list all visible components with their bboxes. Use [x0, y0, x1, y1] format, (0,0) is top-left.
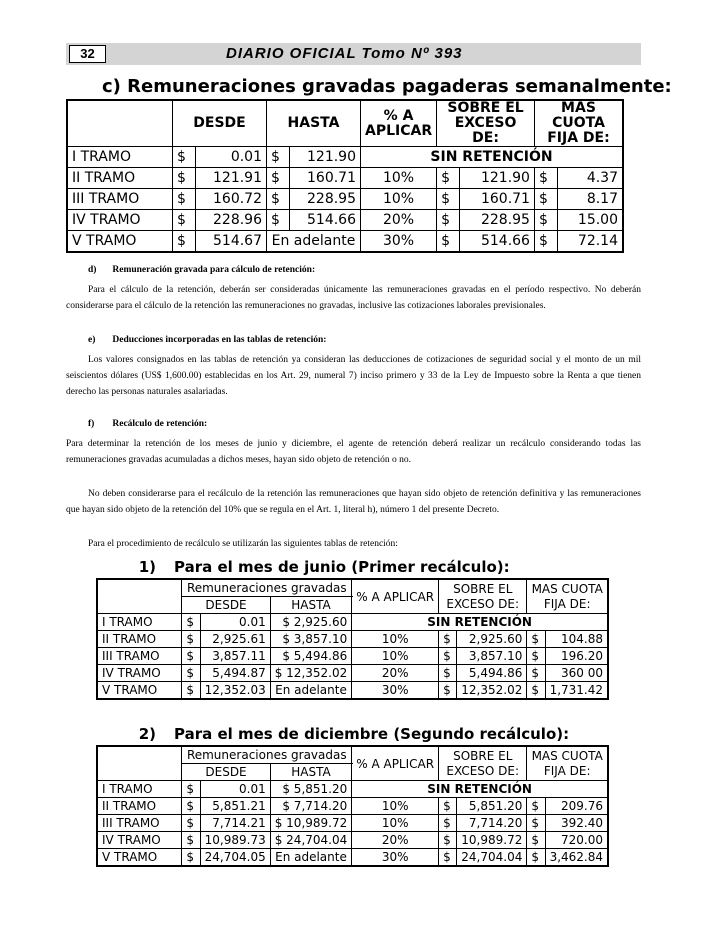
col-exceso: SOBRE EL EXCESO DE: [437, 100, 535, 147]
table-row: II TRAMO $ 5,851.21 $ 7,714.20 10% $ 5,851.20 $ 209.76 [97, 798, 608, 815]
section-d-letter: d) [88, 265, 97, 275]
table-1-number: 1) [138, 558, 156, 576]
table-2-title: Para el mes de diciembre (Segundo recálculo): [174, 725, 570, 743]
table-2-number: 2) [138, 725, 156, 743]
table-row: I TRAMO $ 0.01 $ 5,851.20 SIN RETENCIÓN [97, 781, 608, 798]
table-row: II TRAMO $ 2,925.61 $ 3,857.10 10% $ 2,925.60 $ 104.88 [97, 631, 608, 648]
table-row: II TRAMO $ 121.91 $ 160.71 10% $ 121.90 $ 4.37 [67, 168, 623, 189]
section-f-text1: Para determinar la retención de los meses de junio y diciembre, el agente de retención deberá realizar un recálculo considerando todas las remuneraciones gravadas acumuladas a dichos meses, hayan sido objeto de retención o no. [66, 439, 641, 465]
section-e-heading: Deducciones incorporadas en las tablas de retención: [112, 335, 327, 345]
table-row: I TRAMO $ 0.01 $ 2,925.60 SIN RETENCIÓN [97, 614, 608, 631]
section-f-letter: f) [88, 419, 95, 429]
section-f-text3: Para el procedimiento de recálculo se utilizarán las siguientes tablas de retención: [88, 539, 398, 549]
col-cuota: MAS CUOTA FIJA DE: [527, 746, 608, 781]
col-exceso: SOBRE EL EXCESO DE: [439, 746, 527, 781]
table-row: III TRAMO $ 3,857.11 $ 5,494.86 10% $ 3,857.10 $ 196.20 [97, 648, 608, 665]
section-f [66, 416, 641, 552]
table-c-title: c) Remuneraciones gravadas pagaderas semanalmente: [102, 76, 672, 97]
table-1-grid [96, 578, 609, 700]
col-pct: % A APLICAR [352, 579, 439, 614]
table-row: IV TRAMO $ 5,494.87 $ 12,352.02 20% $ 5,494.86 $ 360 00 [97, 665, 608, 682]
section-f-heading: Recálculo de retención: [112, 419, 208, 429]
section-d [66, 262, 641, 314]
table-row: IV TRAMO $ 10,989.73 $ 24,704.04 20% $ 10,989.72 $ 720.00 [97, 832, 608, 849]
section-d-heading: Remuneración gravada para cálculo de retención: [112, 265, 316, 275]
table-c-grid [66, 99, 624, 253]
table-row: IV TRAMO $ 228.96 $ 514.66 20% $ 228.95 $ 15.00 [67, 210, 623, 231]
col-hasta: HASTA [270, 764, 352, 781]
col-cuota: MAS CUOTA FIJA DE: [534, 100, 623, 147]
table-row: V TRAMO $ 514.67 En adelante 30% $ 514.66 $ 72.14 [67, 231, 623, 253]
section-e-letter: e) [88, 335, 96, 345]
table-row: V TRAMO $ 12,352.03 En adelante 30% $ 12,352.02 $ 1,731.42 [97, 682, 608, 700]
col-cuota: MAS CUOTA FIJA DE: [527, 579, 608, 614]
table-1-title: Para el mes de junio (Primer recálculo): [174, 558, 510, 576]
sin-retencion: SIN RETENCIÓN [361, 147, 624, 168]
col-desde: DESDE [173, 100, 267, 147]
table-2-grid [96, 745, 609, 867]
journal-title: DIARIO OFICIAL Tomo Nº 393 [226, 45, 463, 62]
page-header [66, 43, 641, 65]
table-row: I TRAMO $ 0.01 $ 121.90 SIN RETENCIÓN [67, 147, 623, 168]
table-c-weekly [66, 76, 672, 253]
section-d-text: Para el cálculo de la retención, deberán ser consideradas únicamente las remuneraciones gravadas en el período respectivo. No deberán considerarse para el cálculo de la retención las remuneraciones no gravadas, inclusive las cotizaciones laborales previsionales. [66, 285, 641, 311]
col-exceso: SOBRE EL EXCESO DE: [439, 579, 527, 614]
table-row: III TRAMO $ 7,714.21 $ 10,989.72 10% $ 7,714.20 $ 392.40 [97, 815, 608, 832]
sin-retencion: SIN RETENCIÓN [352, 614, 608, 631]
section-f-text2: No deben considerarse para el recálculo de la retención las remuneraciones que hayan sido objeto de retención definitiva y las remuneraciones que hayan sido objeto de la retención del 10% que se regula en el Art. 1, literal h), número 1 del presente Decreto. [66, 489, 641, 515]
col-desde: DESDE [182, 597, 270, 614]
group-header: Remuneraciones gravadas [182, 746, 352, 764]
section-e [66, 332, 641, 400]
col-desde: DESDE [182, 764, 270, 781]
col-hasta: HASTA [270, 597, 352, 614]
table-row: III TRAMO $ 160.72 $ 228.95 10% $ 160.71 $ 8.17 [67, 189, 623, 210]
col-hasta: HASTA [267, 100, 361, 147]
table-1-june [96, 556, 626, 700]
col-pct: % A APLICAR [361, 100, 437, 147]
page-number: 32 [69, 45, 106, 63]
col-pct: % A APLICAR [352, 746, 439, 781]
table-2-december [96, 723, 626, 867]
group-header: Remuneraciones gravadas [182, 579, 352, 597]
sin-retencion: SIN RETENCIÓN [352, 781, 608, 798]
section-e-text: Los valores consignados en las tablas de retención ya consideran las deducciones de cotizaciones de seguridad social y el monto de un mil seiscientos dólares (US$ 1,600.00) establecidas en los Art. 29, numeral 7) inciso primero y 33 de la Ley de Impuesto sobre la Renta a que tienen derecho las personas naturales asalariadas. [66, 355, 641, 397]
table-row: V TRAMO $ 24,704.05 En adelante 30% $ 24,704.04 $ 3,462.84 [97, 849, 608, 867]
